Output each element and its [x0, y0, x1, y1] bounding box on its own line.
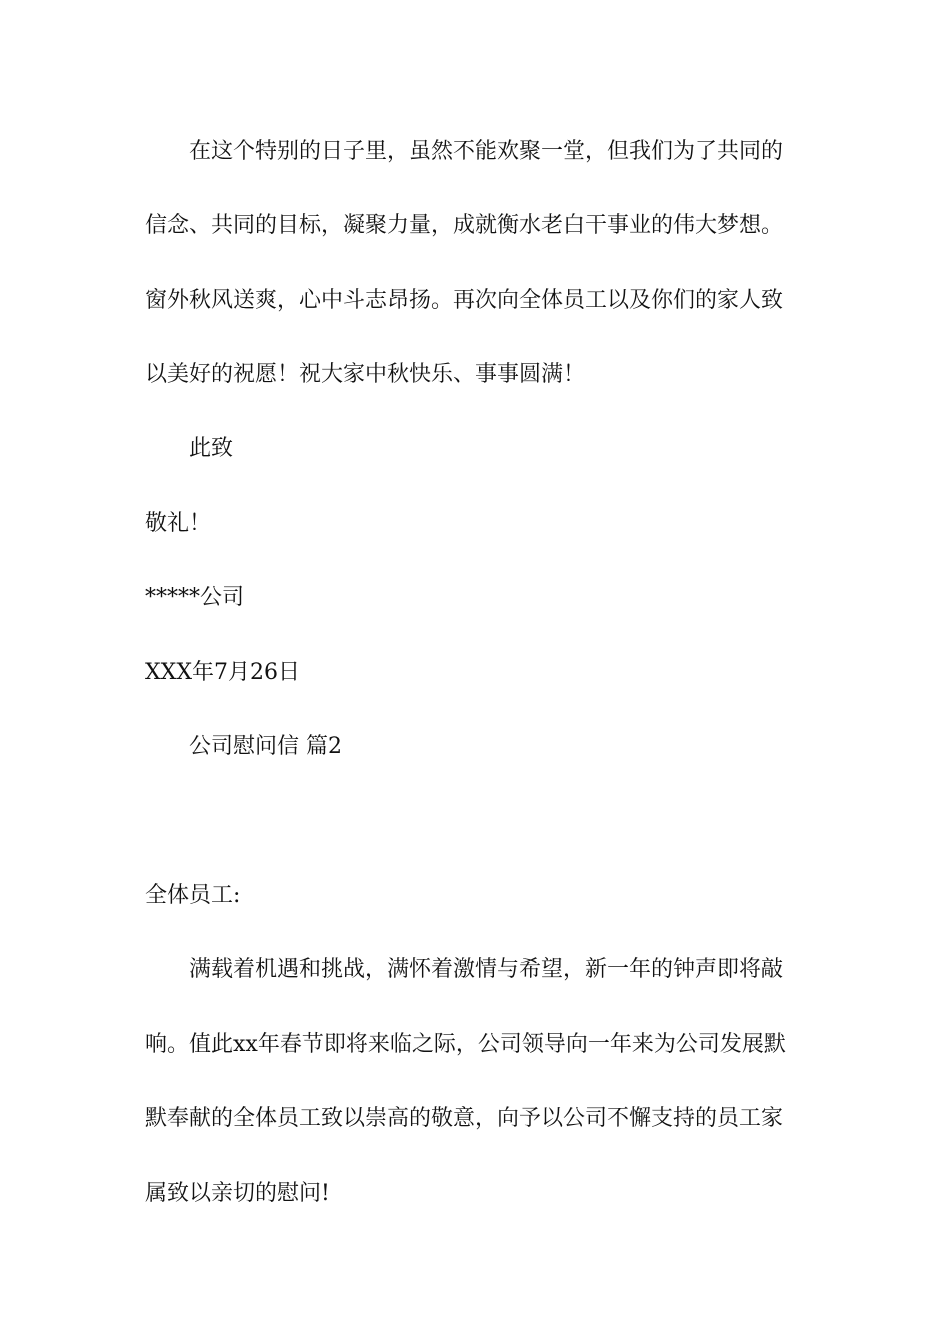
letter1-paragraph-line: 在这个特别的日子里，虽然不能欢聚一堂，但我们为了共同的 [189, 139, 784, 164]
letter2-paragraph-line: 响。值此xx年春节即将来临之际，公司领导向一年来为公司发展默 [145, 1032, 786, 1057]
letter2-paragraph-line: 属致以亲切的慰问! [145, 1181, 330, 1206]
letter1-signature: *****公司 [145, 585, 245, 610]
letter2-paragraph-line: 默奉献的全体员工致以崇高的敬意，向予以公司不懈支持的员工家 [145, 1106, 784, 1131]
letter1-salute: 敬礼！ [145, 511, 212, 536]
letter1-paragraph-line: 信念、共同的目标，凝聚力量，成就衡水老白干事业的伟大梦想。 [145, 213, 784, 238]
letter1-closing: 此致 [189, 436, 234, 461]
letter1-paragraph-line: 以美好的祝愿！祝大家中秋快乐、事事圆满！ [145, 362, 586, 387]
letter1-date: XXX年7月26日 [145, 660, 300, 685]
letter1-paragraph-line: 窗外秋风送爽，心中斗志昂扬。再次向全体员工以及你们的家人致 [145, 288, 784, 313]
letter2-paragraph-line: 满载着机遇和挑战，满怀着激情与希望，新一年的钟声即将敲 [189, 957, 784, 982]
letter2-greeting: 全体员工: [145, 883, 241, 908]
letter2-heading: 公司慰问信 篇2 [189, 734, 342, 759]
